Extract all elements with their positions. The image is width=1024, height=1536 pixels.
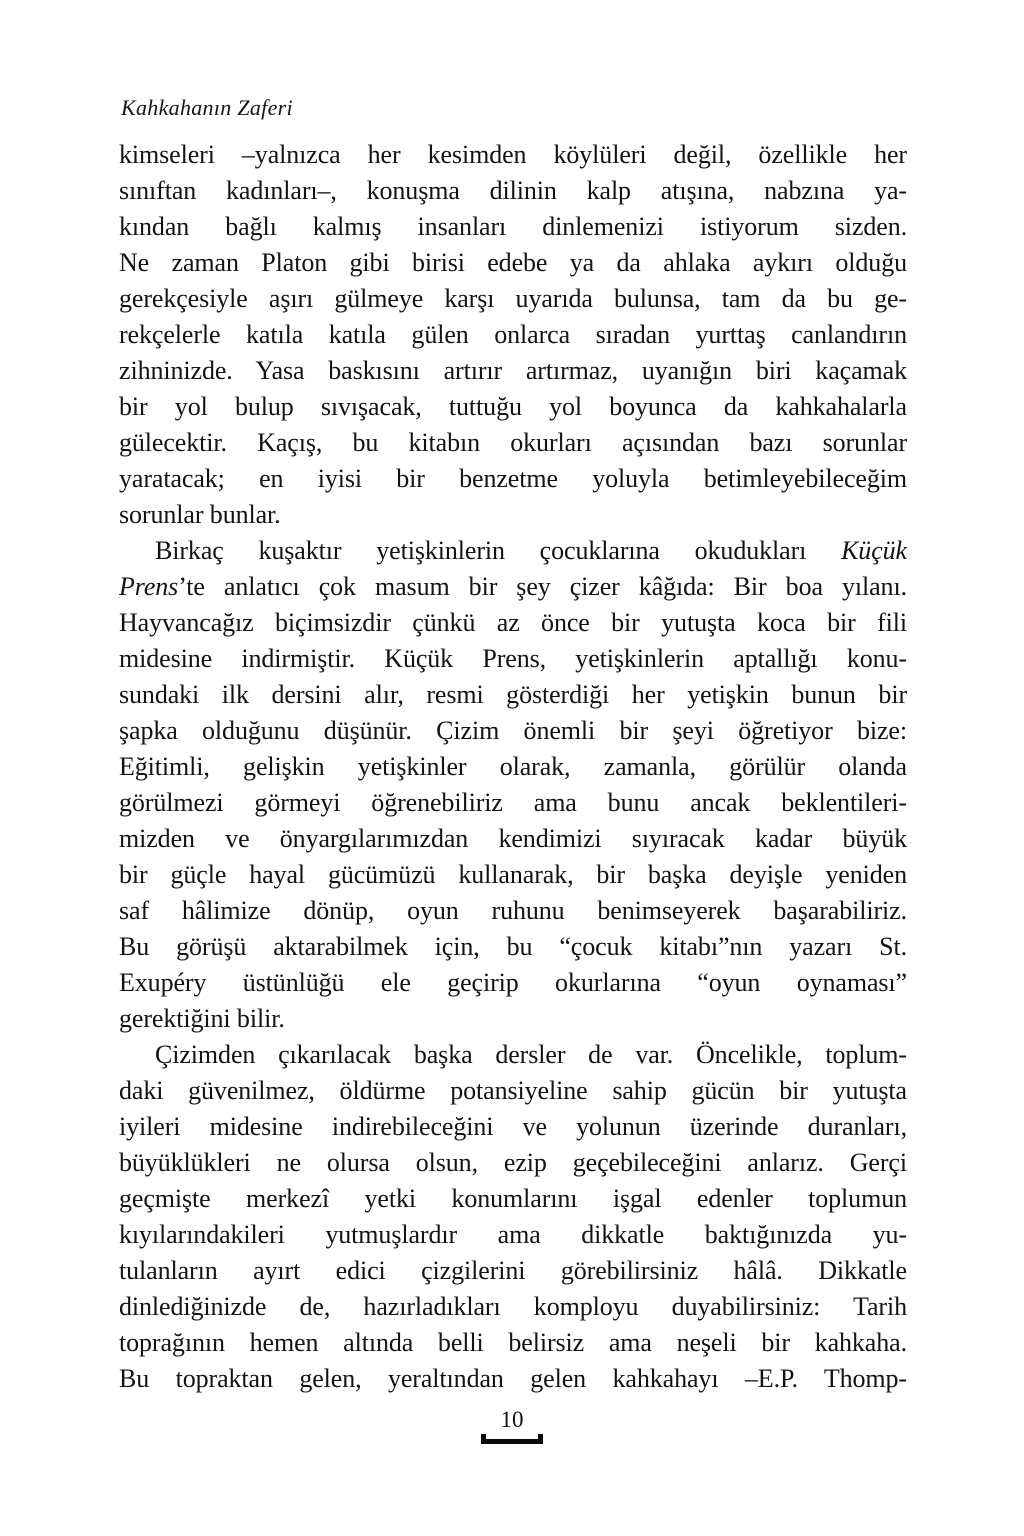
text-line: görülmezi görmeyi öğrenebiliriz ama bunu ancak beklentileri- <box>119 788 907 817</box>
text-line: Bu görüşü aktarabilmek için, bu “çocuk kitabı”nın yazarı St. <box>119 932 907 961</box>
body-text <box>119 137 907 1397</box>
text-line: sundaki ilk dersini alır, resmi gösterdiği her yetişkin bunun bir <box>119 680 907 709</box>
text-line: Ne zaman Platon gibi birisi edebe ya da ahlaka aykırı olduğu <box>119 248 907 277</box>
text-line: kıyılarındakileri yutmuşlardır ama dikkatle baktığınızda yu- <box>119 1220 907 1249</box>
text-line: büyüklükleri ne olursa olsun, ezip geçebileceğini anlarız. Gerçi <box>119 1148 907 1177</box>
text-line: Bu topraktan gelen, yeraltından gelen kahkahayı –E.P. Thomp- <box>119 1364 907 1393</box>
text-line: gerektiğini bilir. <box>119 1004 285 1033</box>
text-line: bir güçle hayal gücümüzü kullanarak, bir başka deyişle yeniden <box>119 860 907 889</box>
text-line: Çizimden çıkarılacak başka dersler de var. Öncelikle, toplum- <box>155 1040 907 1069</box>
text-line: bir yol bulup sıvışacak, tuttuğu yol boyunca da kahkahalarla <box>119 392 907 421</box>
page-number: 10 <box>500 1407 524 1432</box>
text-line: midesine indirmiştir. Küçük Prens, yetişkinlerin aptallığı konu- <box>119 644 907 673</box>
text-line: sorunlar bunlar. <box>119 500 281 529</box>
page-number-rule <box>481 1434 543 1444</box>
text-line: toprağının hemen altında belli belirsiz ama neşeli bir kahkaha. <box>119 1328 907 1357</box>
text-line: şapka olduğunu düşünür. Çizim önemli bir şeyi öğretiyor bize: <box>119 716 907 745</box>
text-line: iyileri midesine indirebileceğini ve yolunun üzerinde duranları, <box>119 1112 907 1141</box>
text-line: mizden ve önyargılarımızdan kendimizi sıyıracak kadar büyük <box>119 824 907 853</box>
text-line: Birkaç kuşaktır yetişkinlerin çocuklarına okudukları Küçük <box>155 536 907 565</box>
running-header: Kahkahanın Zaferi <box>121 95 293 120</box>
text-line: Prens’te anlatıcı çok masum bir şey çizer kâğıda: Bir boa yılanı. <box>119 572 907 601</box>
text-line: daki güvenilmez, öldürme potansiyeline sahip gücün bir yutuşta <box>119 1076 907 1105</box>
page-footer <box>0 1408 1024 1444</box>
text-line: Eğitimli, gelişkin yetişkinler olarak, zamanla, görülür olanda <box>119 752 907 781</box>
text-line: yaratacak; en iyisi bir benzetme yoluyla betimleyebileceğim <box>119 464 907 493</box>
text-line: kından bağlı kalmış insanları dinlemenizi istiyorum sizden. <box>119 212 907 241</box>
text-line: dinlediğinizde de, hazırladıkları komployu duyabilirsiniz: Tarih <box>119 1292 907 1321</box>
text-line: geçmişte merkezî yetki konumlarını işgal edenler toplumun <box>119 1184 907 1213</box>
text-line: kimseleri –yalnızca her kesimden köylüleri değil, özellikle her <box>119 140 907 169</box>
text-line: sınıftan kadınları–, konuşma dilinin kalp atışına, nabzına ya- <box>119 176 907 205</box>
text-line: zihninizde. Yasa baskısını artırır artırmaz, uyanığın biri kaçamak <box>119 356 907 385</box>
text-line: gülecektir. Kaçış, bu kitabın okurları açısından bazı sorunlar <box>119 428 907 457</box>
text-line: rekçelerle katıla katıla gülen onlarca sıradan yurttaş canlandırın <box>119 320 907 349</box>
text-line: Hayvancağız biçimsizdir çünkü az önce bir yutuşta koca bir fili <box>119 608 907 637</box>
text-line: Exupéry üstünlüğü ele geçirip okurlarına “oyun oynaması” <box>119 968 907 997</box>
text-line: gerekçesiyle aşırı gülmeye karşı uyarıda bulunsa, tam da bu ge- <box>119 284 907 313</box>
text-line: tulanların ayırt edici çizgilerini görebilirsiniz hâlâ. Dikkatle <box>119 1256 907 1285</box>
text-line: saf hâlimize dönüp, oyun ruhunu benimseyerek başarabiliriz. <box>119 896 907 925</box>
